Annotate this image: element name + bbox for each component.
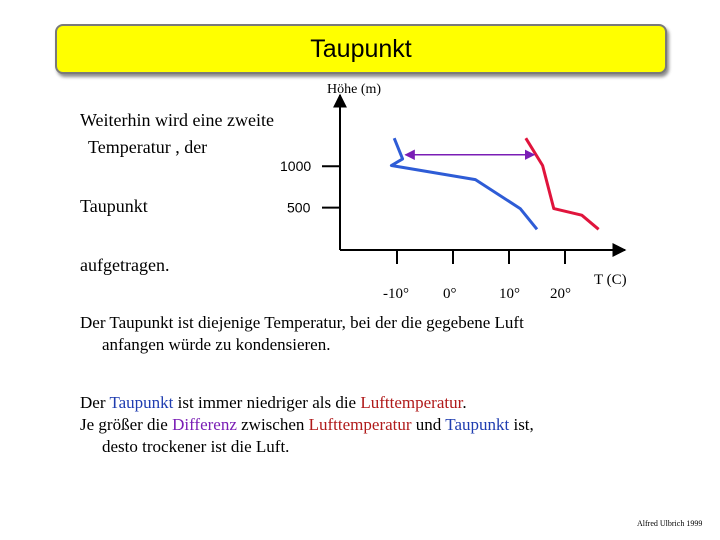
rule-line1 — [80, 392, 534, 414]
x-tick-label: 20° — [550, 286, 571, 302]
air-temperature-term: Lufttemperatur — [360, 393, 463, 412]
side-text-line1: Weiterhin wird eine zweite — [80, 110, 274, 130]
rule-text: Der — [80, 393, 110, 412]
y-tick-label: 1000 — [280, 158, 312, 175]
rule-paragraph — [80, 392, 534, 458]
x-tick-label: 10° — [499, 286, 520, 302]
rule-text: zwischen — [236, 415, 309, 434]
y-tick-label: 500 — [287, 199, 311, 216]
definition-paragraph — [80, 312, 524, 356]
air-temperature-line — [526, 138, 599, 229]
x-tick-label: -10° — [383, 286, 409, 302]
rule-text: und — [411, 415, 446, 434]
rule-text: . — [462, 393, 467, 412]
definition-line1: Der Taupunkt ist diejenige Temperatur, bei der die gegebene Luft — [80, 313, 524, 332]
slide-title: Taupunkt — [310, 34, 412, 63]
side-text-line2: Temperatur , der — [88, 137, 208, 157]
x-axis-label: T (C) — [594, 272, 627, 288]
definition-line2: anfangen würde zu kondensieren. — [102, 335, 331, 354]
rule-line3: desto trockener ist die Luft. — [102, 437, 290, 456]
dew-point-term: Taupunkt — [109, 393, 174, 412]
credit: Alfred Ulbrich 1999 — [637, 519, 703, 528]
rule-line2 — [80, 414, 534, 436]
side-text-line4: aufgetragen. — [80, 255, 170, 275]
dew-point-line — [391, 138, 537, 229]
rule-text: ist, — [509, 415, 534, 434]
dew-point-term: Taupunkt — [445, 415, 510, 434]
side-text-line3: Taupunkt — [80, 196, 148, 216]
rule-text: Je größer die — [80, 415, 173, 434]
labels — [280, 82, 627, 302]
difference-term: Differenz — [172, 415, 237, 434]
series — [391, 138, 598, 229]
x-tick-label: 0° — [443, 286, 457, 302]
y-axis-label: Höhe (m) — [327, 82, 382, 97]
air-temperature-term: Lufttemperatur — [308, 415, 412, 434]
rule-text: ist immer niedriger als die — [173, 393, 361, 412]
